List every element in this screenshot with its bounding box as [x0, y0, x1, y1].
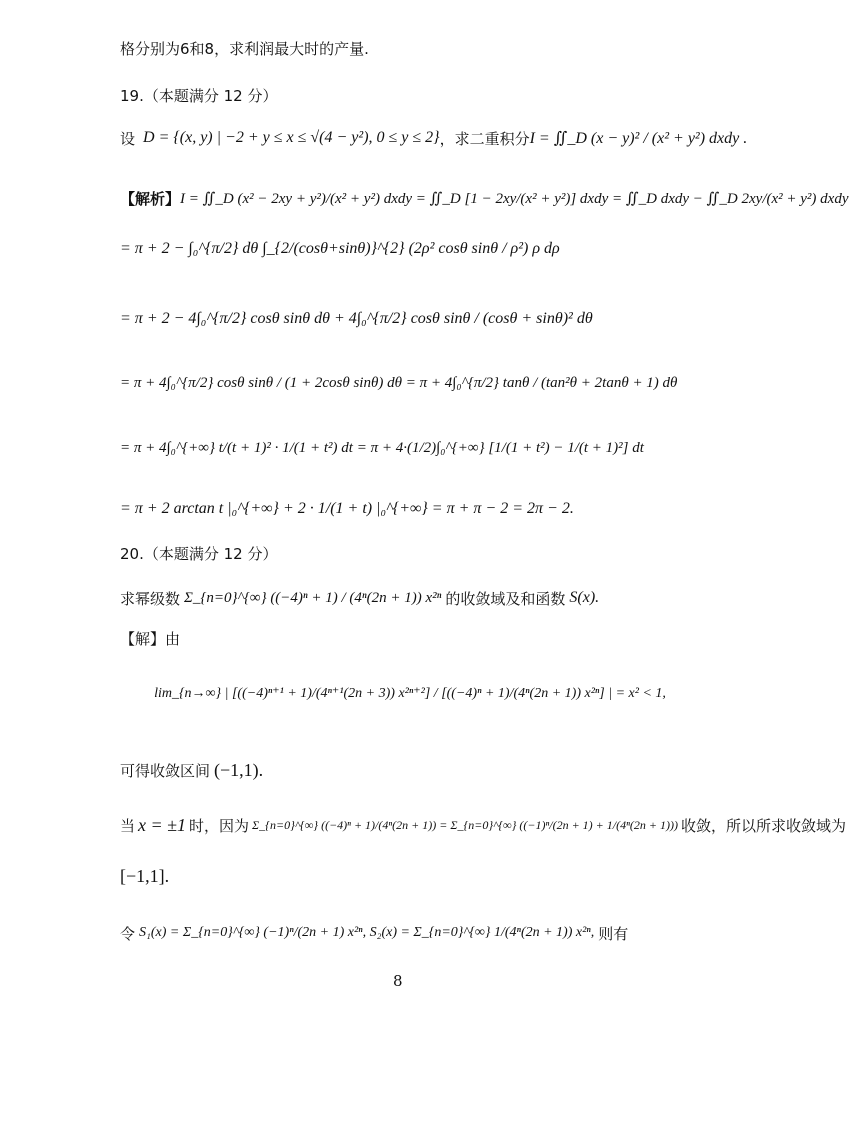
- q19-heading: 19.（本题满分 12 分）: [120, 87, 278, 105]
- q20-problem-series: Σ_{n=0}^{∞} ((−4)ⁿ + 1) / (4ⁿ(2n + 1)) x²ⁿ: [184, 589, 442, 606]
- q19-line1: [120, 180, 849, 216]
- q19-problem-set: D = {(x, y) | −2 + y ≤ x ≤ √(4 − y²), 0 ≤ y ≤ 2}: [143, 129, 440, 146]
- q20-endpoint: [120, 805, 846, 845]
- q20-endpoint-mid: 时，因为: [189, 816, 250, 835]
- q20-let: [120, 915, 628, 951]
- q19-line4: = π + 4∫₀^{π/2} cosθ sinθ / (1 + 2cosθ sinθ) dθ = π + 4∫₀^{π/2} tanθ / (tan²θ + 2tanθ + 1) dθ: [120, 375, 678, 391]
- q20-let-expr: S₁(x) = Σ_{n=0}^{∞} (−1)ⁿ/(2n + 1) x²ⁿ, S₂(x) = Σ_{n=0}^{∞} 1/(4ⁿ(2n + 1)) x²ⁿ,: [139, 925, 595, 940]
- q19-problem-mid: ，求二重积分: [439, 129, 530, 148]
- q19-line2: = π + 2 − ∫₀^{π/2} dθ ∫_{2/(cosθ+sinθ)}^{2} (2ρ² cosθ sinθ / ρ²) ρ dρ: [120, 240, 560, 257]
- q20-endpoint-suffix: 收敛，所以所求收敛域为: [680, 816, 846, 835]
- q20-interval-value: (−1,1).: [214, 760, 264, 780]
- q20-endpoint-x: x = ±1: [138, 814, 187, 835]
- q20-endpoint-prefix: 当: [120, 816, 136, 835]
- q19-problem-prefix: 设: [120, 129, 136, 148]
- q19-problem: [120, 118, 747, 158]
- q19-problem-integral: I = ∬_D (x − y)² / (x² + y²) dxdy .: [529, 130, 748, 147]
- q20-problem-prefix: 求幂级数: [120, 589, 181, 608]
- q20-let-prefix: 令: [120, 924, 136, 943]
- q20-let-suffix: 则有: [598, 924, 629, 943]
- intro-line: 格分别为6和8，求利润最大时的产量.: [120, 40, 369, 58]
- q19-line5: = π + 4∫₀^{+∞} t/(t + 1)² · 1/(1 + t²) dt = π + 4·(1/2)∫₀^{+∞} [1/(1 + t²) − 1/(t + 1)²] dt: [120, 440, 644, 456]
- q20-domain-value: [−1,1].: [120, 866, 170, 886]
- q20-problem-func: S(x).: [569, 589, 600, 606]
- q20-problem-suffix: 的收敛域及和函数: [445, 589, 566, 608]
- q20-interval-text: 可得收敛区间: [120, 762, 211, 780]
- q19-line3: = π + 2 − 4∫₀^{π/2} cosθ sinθ dθ + 4∫₀^{π/2} cosθ sinθ / (cosθ + sinθ)² dθ: [120, 310, 593, 327]
- q19-line6: = π + 2 arctan t |₀^{+∞} + 2 · 1/(1 + t) |₀^{+∞} = π + π − 2 = 2π − 2.: [120, 500, 574, 517]
- q20-limit-expr: lim_{n→∞} | [((−4)ⁿ⁺¹ + 1)/(4ⁿ⁺¹(2n + 3)) x²ⁿ⁺²] / [((−4)ⁿ + 1)/(4ⁿ(2n + 1)) x²ⁿ] | = x² < 1,: [154, 686, 666, 701]
- q19-line1-expr: I = ∬_D (x² − 2xy + y²)/(x² + y²) dxdy = ∬_D [1 − 2xy/(x² + y²)] dxdy = ∬_D dxdy − ∬_D 2xy/(x² + y²) dxdy: [180, 190, 849, 207]
- q20-interval: [120, 760, 263, 781]
- q20-problem: [120, 580, 599, 616]
- q20-heading: 20.（本题满分 12 分）: [120, 545, 278, 563]
- q20-solution-label: 【解】由: [120, 630, 181, 648]
- q20-endpoint-series: Σ_{n=0}^{∞} ((−4)ⁿ + 1)/(4ⁿ(2n + 1)) = Σ_{n=0}^{∞} ((−1)ⁿ/(2n + 1) + 1/(4ⁿ(2n + 1))): [252, 817, 678, 832]
- analysis-label: 【解析】: [120, 189, 181, 208]
- page-number: 8: [393, 972, 403, 990]
